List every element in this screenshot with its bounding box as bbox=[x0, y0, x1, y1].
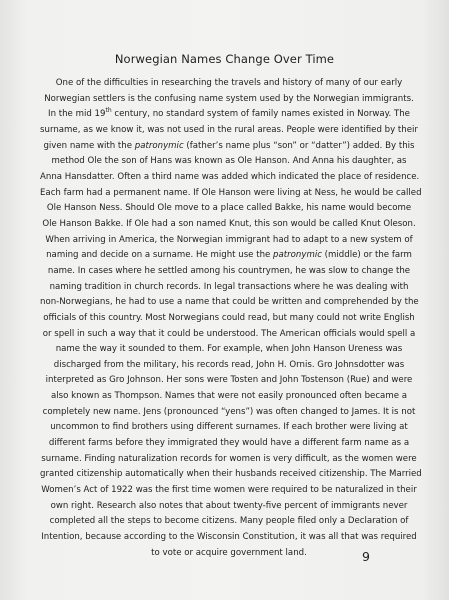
text-line: Intention, because according to the Wisconsin Constitution, it was all that was required bbox=[41, 532, 417, 543]
text-segment: In the mid 19 bbox=[48, 109, 106, 120]
text-line: surname. Finding naturalization records for women is very difficult, as the women were bbox=[41, 453, 417, 464]
text-line: name. In cases where he settled among his countrymen, he was slow to change the bbox=[47, 265, 411, 276]
text-line: to vote or acquire government land. bbox=[151, 547, 307, 558]
text-line: naming tradition in church records. In legal transactions where he was dealing with bbox=[49, 281, 409, 292]
ordinal-superscript: th bbox=[105, 107, 112, 115]
text-line: surname, as we know it, was not used in the rural areas. People were identified by their bbox=[40, 124, 418, 135]
text-line: completely new name. Jens (pronounced “yens”) was often changed to James. It is not bbox=[42, 406, 416, 417]
text-line: Ole Hanson Bakke. If Ole had a son named Knut, this son would be called Knut Oleson. bbox=[42, 218, 416, 229]
page-title: Norwegian Names Change Over Time bbox=[114, 52, 335, 66]
text-line: Anna Hansdatter. Often a third name was added which indicated the place of residence. bbox=[40, 171, 420, 182]
text-line: uncommon to find brothers using different surnames. If each brother were living at bbox=[50, 422, 408, 433]
text-line: also known as Thompson. Names that were not easily pronounced often became a bbox=[51, 391, 407, 402]
text-line-with-superscript bbox=[40, 107, 418, 123]
text-line: One of the difficulties in researching the travels and history of many of our early bbox=[55, 78, 403, 88]
text-line: given name with the patronymic (father’s name plus “son” or “datter”) added. By this bbox=[43, 140, 415, 151]
text-line: name the way it sounded to them. For example, when John Hanson Ureness was bbox=[55, 344, 403, 355]
text-segment: century, no standard system of family names existed in Norway. The bbox=[111, 109, 410, 120]
text-line: or spell in such a way that it could be understood. The American officials would spell a bbox=[42, 328, 416, 339]
emphasis-term: patronymic bbox=[134, 140, 184, 151]
text-line: Ole Hanson Ness. Should Ole move to a place called Bakke, his name would become bbox=[46, 203, 412, 214]
text-line: discharged from the military, his records read, John H. Ornis. Gro Johnsdotter was bbox=[53, 359, 405, 370]
text-line: naming and decide on a surname. He might use the patronymic (middle) or the farm bbox=[46, 250, 412, 261]
text-line: officials of this country. Most Norwegians could read, but many could not write English bbox=[43, 312, 415, 323]
text-line: granted citizenship automatically when their husbands received citizenship. The Married bbox=[40, 469, 422, 480]
text-line: Norwegian settlers is the confusing name system used by the Norwegian immigrants. bbox=[44, 93, 414, 104]
text-line: interpreted as Gro Johnson. Her sons were Tosten and John Tostenson (Rue) and were bbox=[45, 375, 413, 386]
text-line: own right. Research also notes that about twenty-five percent of immigrants never bbox=[50, 500, 408, 511]
text-line: Women’s Act of 1922 was the first time women were required to be naturalized in their bbox=[41, 485, 417, 496]
page-number: 9 bbox=[362, 549, 370, 564]
text-line: When arriving in America, the Norwegian immigrant had to adapt to a new system of bbox=[45, 234, 413, 245]
body-paragraph bbox=[40, 76, 422, 561]
emphasis-term: patronymic bbox=[273, 250, 322, 261]
text-line: method Ole the son of Hans was known as Ole Hanson. And Anna his daughter, as bbox=[51, 156, 407, 167]
text-line: completed all the steps to become citizens. Many people filed only a Declaration of bbox=[49, 516, 409, 527]
text-line: non-Norwegians, he had to use a name that could be written and comprehended by the bbox=[40, 297, 419, 308]
text-line: Each farm had a permanent name. If Ole Hanson were living at Ness, he would be called bbox=[40, 187, 422, 198]
text-line: different farms before they immigrated they would have a different farm name as a bbox=[48, 438, 410, 449]
